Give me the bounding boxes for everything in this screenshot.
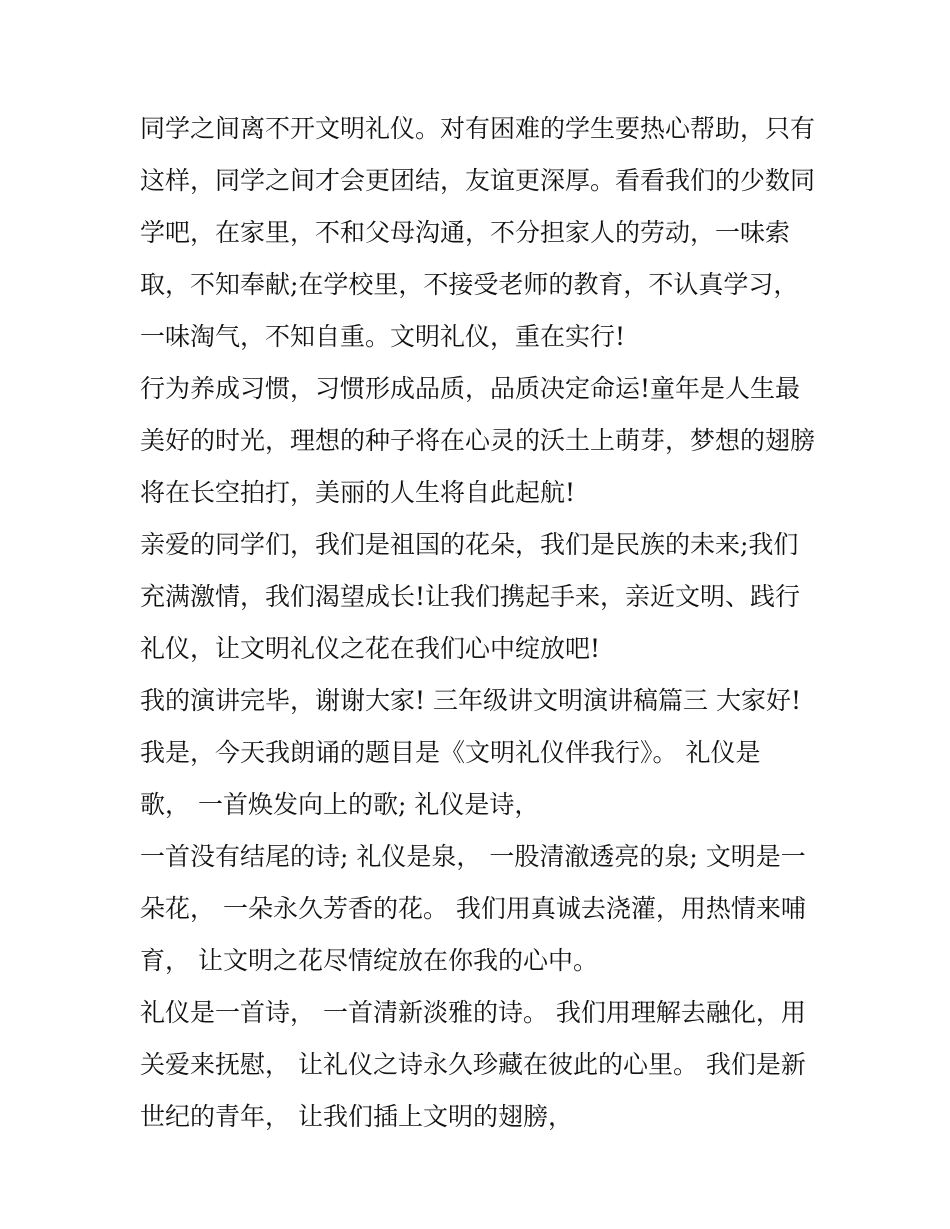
text-line: 育， 让文明之花尽情绽放在你我的心中。 bbox=[140, 946, 598, 975]
text-line: 这样，同学之间才会更团结，友谊更深厚。看看我们的少数同 bbox=[140, 166, 816, 195]
text-line: 关爱来抚慰， 让礼仪之诗永久珍藏在彼此的心里。 我们是新 bbox=[140, 1050, 806, 1079]
text-line: 朵花， 一朵永久芳香的花。 我们用真诚去浇灌，用热情来哺 bbox=[140, 894, 806, 923]
text-line: 充满激情，我们渴望成长!让我们携起手来，亲近文明、践行 bbox=[140, 582, 801, 611]
text-line: 取，不知奉献;在学校里，不接受老师的教育，不认真学习， bbox=[140, 270, 799, 299]
text-line: 我的演讲完毕，谢谢大家! 三年级讲文明演讲稿篇三 大家好! bbox=[140, 686, 801, 715]
text-line: 礼仪是一首诗， 一首清新淡雅的诗。 我们用理解去融化，用 bbox=[140, 998, 806, 1027]
document-body bbox=[140, 103, 820, 1143]
text-line: 一味淘气，不知自重。文明礼仪，重在实行! bbox=[140, 322, 626, 351]
text-line: 学吧，在家里，不和父母沟通，不分担家人的劳动，一味索 bbox=[140, 218, 791, 247]
text-line: 行为养成习惯，习惯形成品质，品质决定命运!童年是人生最 bbox=[140, 374, 801, 403]
text-line: 亲爱的同学们，我们是祖国的花朵，我们是民族的未来;我们 bbox=[140, 530, 799, 559]
text-line: 同学之间离不开文明礼仪。对有困难的学生要热心帮助，只有 bbox=[140, 114, 816, 143]
text-line: 一首没有结尾的诗; 礼仪是泉， 一股清澈透亮的泉; 文明是一 bbox=[140, 842, 806, 871]
text-line: 礼仪，让文明礼仪之花在我们心中绽放吧! bbox=[140, 634, 601, 663]
text-line: 歌， 一首焕发向上的歌; 礼仪是诗， bbox=[140, 790, 540, 819]
text-line: 我是，今天我朗诵的题目是《文明礼仪伴我行》。 礼仪是 bbox=[140, 738, 761, 767]
text-line: 美好的时光，理想的种子将在心灵的沃土上萌芽，梦想的翅膀 bbox=[140, 426, 816, 455]
text-line: 世纪的青年， 让我们插上文明的翅膀， bbox=[140, 1102, 573, 1131]
text-line: 将在长空拍打，美丽的人生将自此起航! bbox=[140, 478, 576, 507]
